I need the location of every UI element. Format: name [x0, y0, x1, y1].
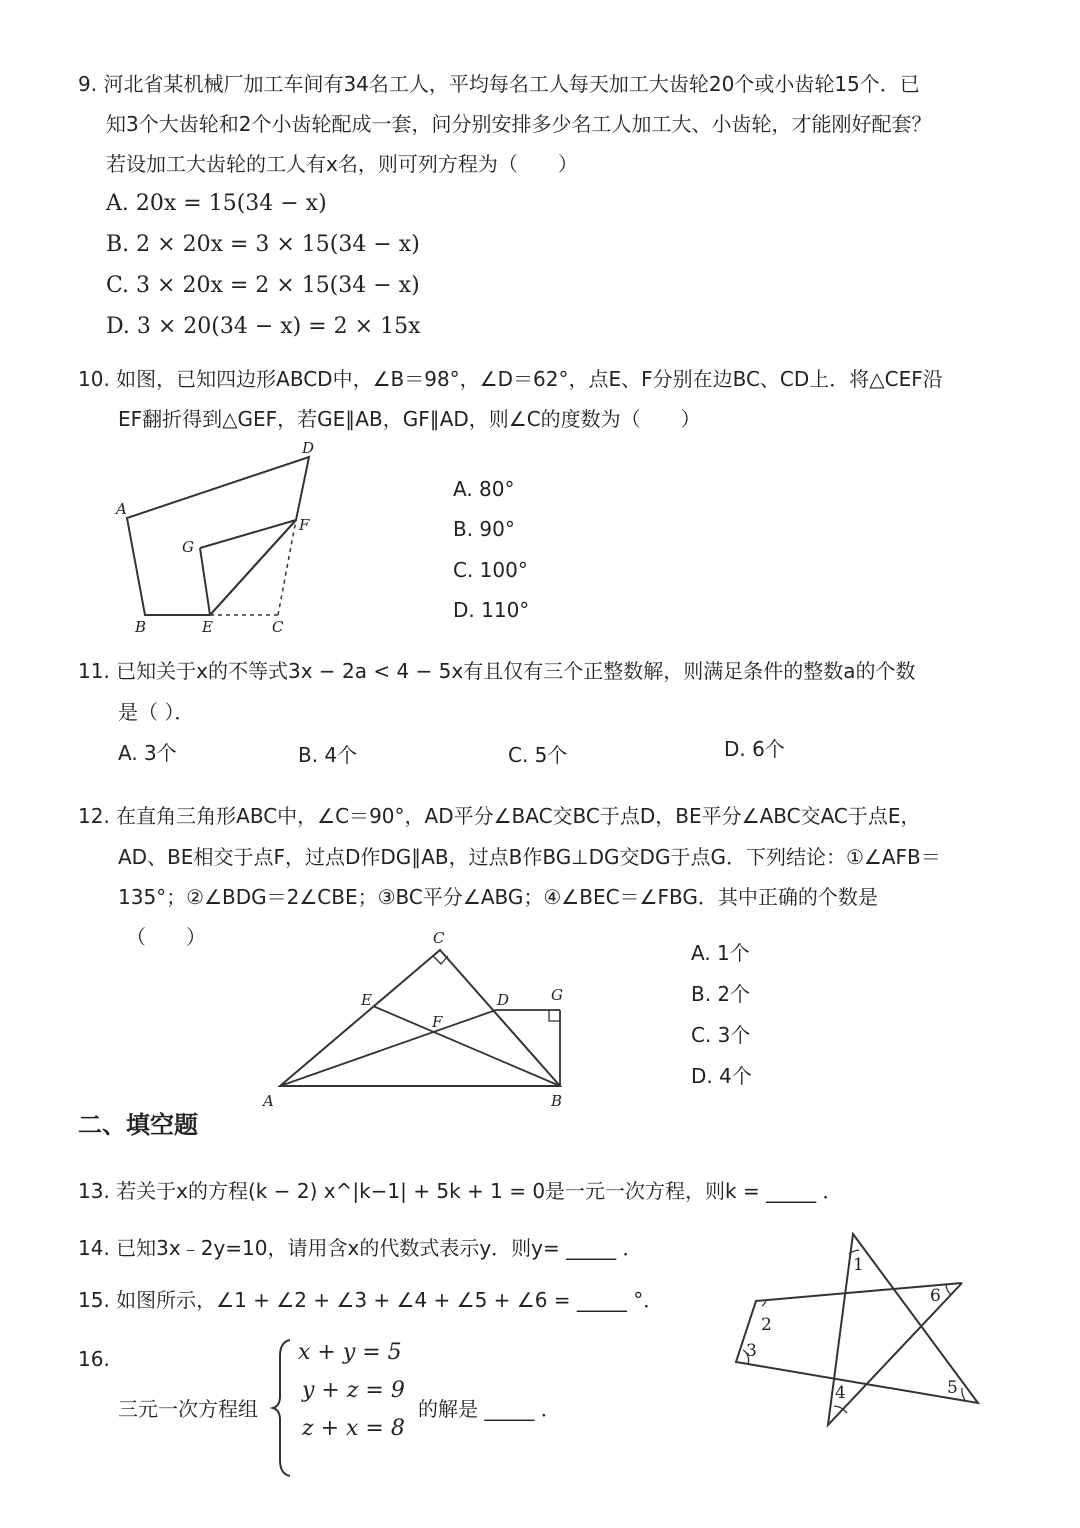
q10-line1: 10. 如图，已知四边形ABCD中，∠B＝98°，∠D＝62°，点E、F分别在边BC、CD上．将△CEF沿 [78, 367, 943, 391]
q10-label-b: B [135, 618, 147, 636]
q15-angle-4-label: 4 [835, 1383, 846, 1403]
q15-angle-6-label: 6 [930, 1286, 941, 1306]
q10-option-c: C. 100° [453, 558, 528, 582]
q10-label-c: C [272, 618, 284, 636]
q10-label-d: D [302, 439, 315, 457]
q11-option-c: C. 5个 [508, 743, 568, 767]
q12-line4: （ ） [126, 925, 206, 949]
q10-label-e: E [202, 618, 213, 636]
q16-prefix: 三元一次方程组 [118, 1397, 258, 1421]
q12-label-d: D [497, 991, 510, 1009]
q15-star-figure [730, 1228, 986, 1428]
q15-text: 15. 如图所示，∠1 + ∠2 + ∠3 + ∠4 + ∠5 + ∠6 = _____ °． [78, 1288, 664, 1312]
q16-equation-2: y + z = 9 [302, 1378, 405, 1403]
q9-line3: 若设加工大齿轮的工人有x名，则可列方程为（ ） [106, 152, 578, 176]
q16-number: 16. [78, 1347, 110, 1371]
q12-option-a: A. 1个 [691, 941, 750, 965]
q16-equation-3: z + x = 8 [302, 1416, 405, 1441]
q10-line2: EF翻折得到△GEF，若GE∥AB，GF∥AD，则∠C的度数为（ ） [118, 407, 701, 431]
q10-label-g: G [182, 538, 194, 556]
q14-text: 14. 已知3x﹣2y=10，请用含x的代数式表示y．则y= _____ ． [78, 1236, 643, 1260]
q12-label-e: E [361, 991, 372, 1009]
q16-suffix: 的解是 _____ ． [418, 1397, 561, 1421]
q16-equation-1: x + y = 5 [298, 1340, 402, 1365]
q12-label-a: A [263, 1092, 274, 1110]
q12-triangle-figure [258, 926, 578, 1112]
q15-angle-2-label: 2 [761, 1315, 772, 1335]
q9-option-a: A. 20x = 15(34 − x) [106, 191, 327, 216]
q12-line2: AD、BE相交于点F，过点D作DG∥AB，过点B作BG⊥DG交DG于点G．下列结论：①∠AFB＝ [118, 845, 941, 869]
q12-option-b: B. 2个 [691, 982, 751, 1006]
q10-option-a: A. 80° [453, 477, 515, 501]
q10-option-b: B. 90° [453, 517, 515, 541]
q9-option-b: B. 2 × 20x = 3 × 15(34 − x) [106, 232, 420, 257]
q11-option-a: A. 3个 [118, 741, 177, 765]
q15-angle-1-label: 1 [853, 1255, 864, 1275]
q9-line2: 知3个大齿轮和2个小齿轮配成一套，问分别安排多少名工人加工大、小齿轮，才能刚好配套？ [106, 112, 932, 136]
q11-option-b: B. 4个 [298, 743, 358, 767]
q12-line3: 135°；②∠BDG＝2∠CBE；③BC平分∠ABG；④∠BEC＝∠FBG．其中正确的个数是 [118, 885, 878, 909]
q10-label-a: A [116, 500, 127, 518]
q12-line1: 12. 在直角三角形ABC中，∠C＝90°，AD平分∠BAC交BC于点D，BE平分∠ABC交AC于点E， [78, 804, 921, 828]
q11-line2: 是（ ）． [118, 700, 195, 724]
brace-icon [272, 1338, 294, 1478]
q11-option-d: D. 6个 [724, 737, 785, 761]
q10-label-f: F [299, 516, 310, 534]
q13-text: 13. 若关于x的方程(k − 2) x^|k−1| + 5k + 1 = 0是一元一次方程，则k = _____ ． [78, 1179, 843, 1203]
q11-line1: 11. 已知关于x的不等式3x − 2a < 4 − 5x有且仅有三个正整数解，则满足条件的整数a的个数 [78, 659, 916, 683]
q10-quadrilateral-figure [110, 436, 330, 636]
q12-label-f: F [432, 1013, 443, 1031]
q10-option-d: D. 110° [453, 598, 530, 622]
q9-line1: 9. 河北省某机械厂加工车间有34名工人，平均每名工人每天加工大齿轮20个或小齿轮15个．已 [78, 72, 920, 96]
q12-option-c: C. 3个 [691, 1023, 751, 1047]
section-title: 二、填空题 [78, 1111, 198, 1139]
q12-label-c: C [433, 929, 445, 947]
q15-angle-3-label: 3 [746, 1341, 757, 1361]
q12-label-g: G [551, 986, 563, 1004]
q12-option-d: D. 4个 [691, 1064, 752, 1088]
q12-label-b: B [551, 1092, 563, 1110]
q15-angle-5-label: 5 [947, 1378, 958, 1398]
q9-option-d: D. 3 × 20(34 − x) = 2 × 15x [106, 314, 421, 339]
q9-option-c: C. 3 × 20x = 2 × 15(34 − x) [106, 273, 420, 298]
